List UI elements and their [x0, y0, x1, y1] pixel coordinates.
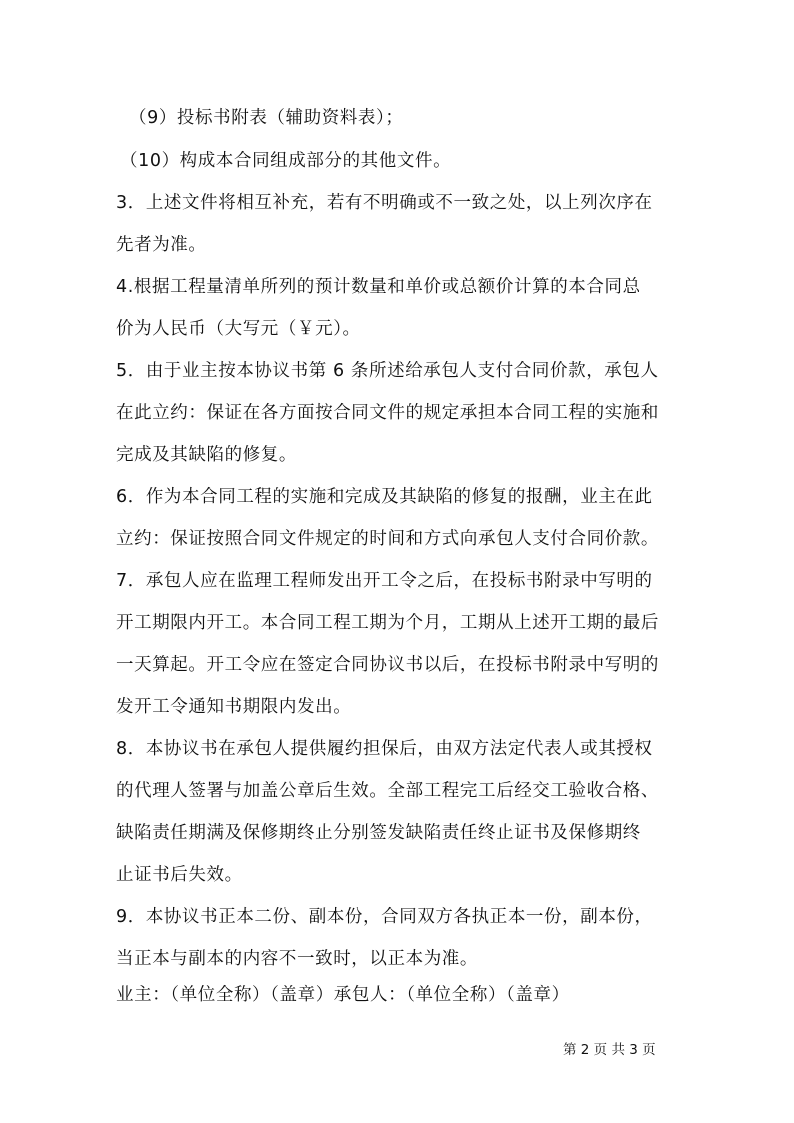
- text-line: 先者为准。: [116, 235, 207, 255]
- text-line: 开工期限内开工。本合同工程工期为个月，工期从上述开工期的最后: [116, 613, 659, 633]
- text-line: 6．作为本合同工程的实施和完成及其缺陷的修复的报酬，业主在此: [116, 487, 653, 507]
- text-line: 7．承包人应在监理工程师发出开工令之后，在投标书附录中写明的: [116, 571, 653, 591]
- text-line: 3．上述文件将相互补充，若有不明确或不一致之处，以上列次序在: [116, 193, 653, 213]
- text-line: 价为人民币（大写元（￥元）。: [116, 319, 361, 339]
- text-line: 发开工令通知书期限内发出。: [116, 697, 352, 717]
- text-line: 8．本协议书在承包人提供履约担保后，由双方法定代表人或其授权: [116, 739, 653, 759]
- text-line: 当正本与副本的内容不一致时，以正本为准。: [116, 949, 478, 969]
- text-line: 5．由于业主按本协议书第 6 条所述给承包人支付合同价款，承包人: [116, 361, 659, 381]
- text-line: 缺陷责任期满及保修期终止分别签发缺陷责任终止证书及保修期终: [116, 823, 641, 843]
- signature-line: 业主：（单位全称）（盖章）承包人：（单位全称）（盖章）: [116, 985, 570, 1005]
- text-line: 完成及其缺陷的修复。: [116, 445, 297, 465]
- text-line: 的代理人签署与加盖公章后生效。全部工程完工后经交工验收合格、: [116, 781, 659, 801]
- text-line: 在此立约：保证在各方面按合同文件的规定承担本合同工程的实施和: [116, 403, 659, 423]
- text-line: 4.根据工程量清单所列的预计数量和单价或总额价计算的本合同总: [116, 277, 641, 297]
- text-line: 止证书后失效。: [116, 865, 243, 885]
- text-line: （9）投标书附表（辅助资料表）；: [129, 108, 404, 128]
- text-line: 一天算起。开工令应在签定合同协议书以后，在投标书附录中写明的: [116, 655, 659, 675]
- text-line: 立约：保证按照合同文件规定的时间和方式向承包人支付合同价款。: [116, 529, 659, 549]
- page-number: 第 2 页 共 3 页: [563, 1042, 656, 1058]
- text-line: 9．本协议书正本二份、副本份，合同双方各执正本一份，副本份，: [116, 907, 653, 927]
- text-line: （10）构成本合同组成部分的其他文件。: [120, 151, 452, 171]
